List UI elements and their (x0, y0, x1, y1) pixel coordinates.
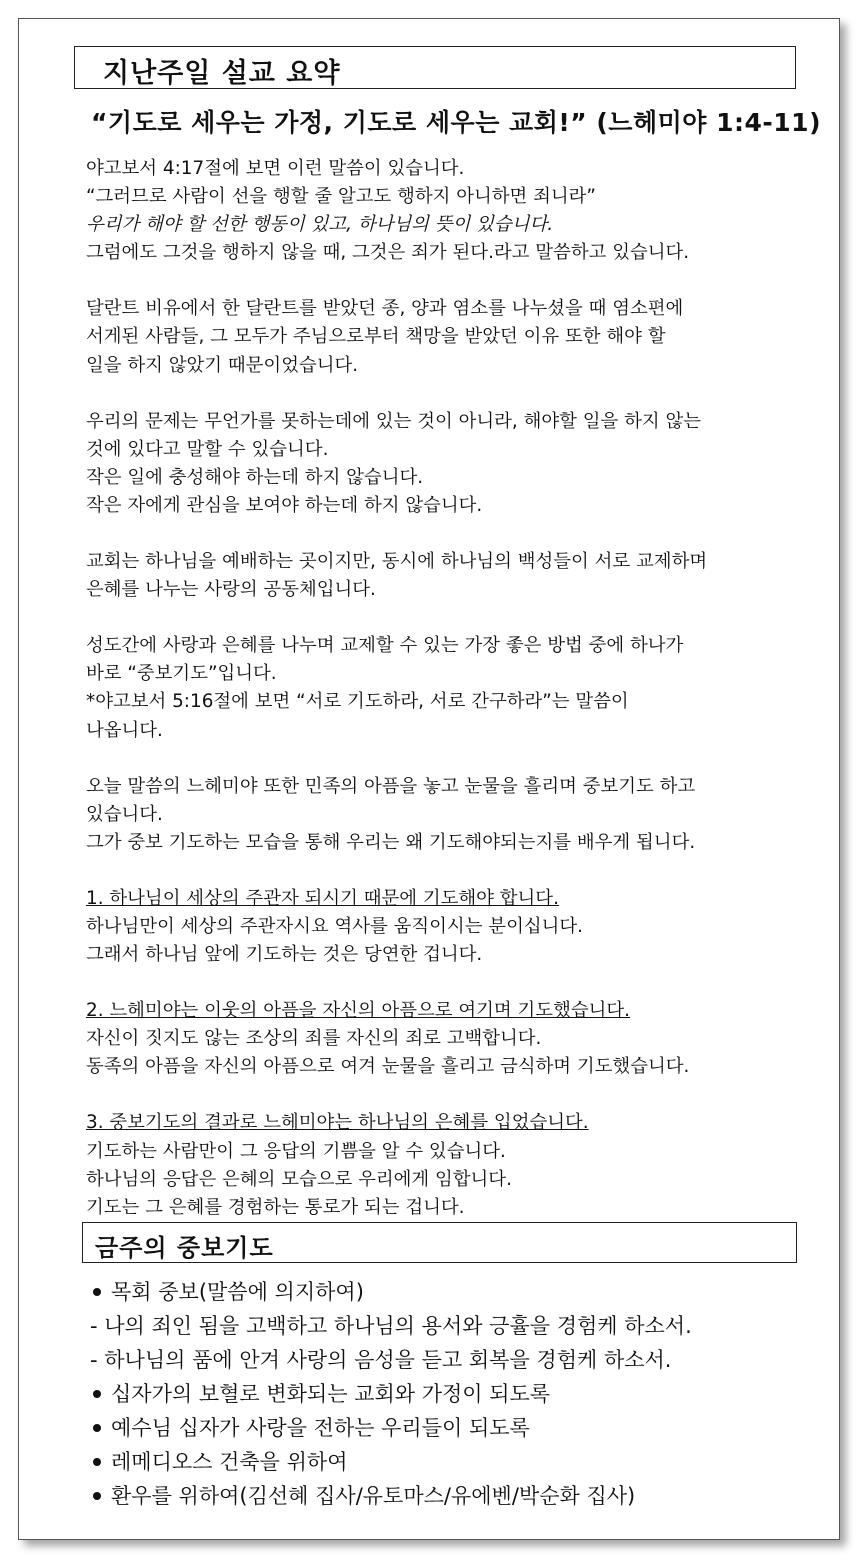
prayer-item (90, 1275, 692, 1309)
bulletin-page (18, 18, 840, 1540)
sermon-title: “기도로 세우는 가정, 기도로 세우는 교회!” (느헤미야 1:4-11) (91, 108, 821, 137)
paragraph-line: 있습니다. (86, 803, 163, 825)
bullet-icon (93, 1390, 101, 1398)
paragraph-line: 교회는 하나님을 예배하는 곳이지만, 동시에 하나님의 백성들이 서로 교제하며 (86, 551, 708, 573)
point-3-line: 기도하는 사람만이 그 응답의 기쁨을 알 수 있습니다. (86, 1140, 506, 1162)
emphasis-line: 우리가 해야 할 선한 행동이 있고, 하나님의 뜻이 있습니다. (86, 214, 554, 236)
prayer-item (90, 1479, 692, 1513)
paragraph-line: 작은 자에게 관심을 보여야 하는데 하지 않습니다. (86, 494, 483, 516)
prayer-subitem (90, 1343, 692, 1377)
point-2-line: 동족의 아픔을 자신의 아픔으로 여겨 눈물을 흘리고 금식하며 기도했습니다. (86, 1056, 690, 1078)
paragraph-line: 서게된 사람들, 그 모두가 주님으로부터 책망을 받았던 이유 또한 해야 할 (86, 326, 666, 348)
prayer-item-label: 예수님 십자가 사랑을 전하는 우리들이 되도록 (111, 1416, 530, 1440)
paragraph-line: 오늘 말씀의 느헤미야 또한 민족의 아픔을 놓고 눈물을 흘리며 중보기도 하고 (86, 775, 696, 797)
prayer-item-label: 목회 중보(말씀에 의지하여) (111, 1280, 364, 1304)
point-3-heading: 3. 중보기도의 결과로 느헤미야는 하나님의 은혜를 입었습니다. (86, 1112, 589, 1134)
paragraph-line: 그럼에도 그것을 행하지 않을 때, 그것은 죄가 된다.라고 말씀하고 있습니다. (86, 242, 690, 264)
prayer-item (90, 1445, 692, 1479)
point-1-line: 그래서 하나님 앞에 기도하는 것은 당연한 겁니다. (86, 944, 483, 966)
paragraph-line: 바로 “중보기도”입니다. (86, 663, 277, 685)
paragraph-line: 우리의 문제는 무언가를 못하는데에 있는 것이 아니라, 해야할 일을 하지 않는 (86, 410, 702, 432)
point-2-heading: 2. 느헤미야는 이웃의 아픔을 자신의 아픔으로 여기며 기도했습니다. (86, 1000, 630, 1022)
point-3-line: 하나님의 응답은 은혜의 모습으로 우리에게 임합니다. (86, 1168, 512, 1190)
paragraph-line: 나옵니다. (86, 719, 163, 741)
prayer-subitem-label: - 나의 죄인 됨을 고백하고 하나님의 용서와 긍휼을 경험케 하소서. (90, 1314, 692, 1338)
paragraph-line: 야고보서 4:17절에 보면 이런 말씀이 있습니다. (86, 158, 465, 179)
sermon-body (86, 155, 826, 1222)
point-1-line: 하나님만이 세상의 주관자시요 역사를 움직이시는 분이십니다. (86, 915, 583, 937)
paragraph-line: 그가 중보 기도하는 모습을 통해 우리는 왜 기도해야되는지를 배우게 됩니다. (86, 831, 696, 853)
bullet-icon (93, 1458, 101, 1466)
paragraph-line: 일을 하지 않았기 때문이었습니다. (86, 354, 359, 376)
bullet-icon (93, 1424, 101, 1432)
bullet-icon (93, 1288, 101, 1296)
prayer-item-label: 환우를 위하여(김선혜 집사/유토마스/유에벤/박순화 집사) (111, 1484, 636, 1508)
paragraph-line: *야고보서 5:16절에 보면 “서로 기도하라, 서로 간구하라”는 말씀이 (86, 691, 629, 713)
section-header-weekly-prayer: 금주의 중보기도 (82, 1222, 797, 1263)
paragraph-line: 작은 일에 충성해야 하는데 하지 않습니다. (86, 466, 424, 488)
prayer-item (90, 1411, 692, 1445)
section-header-sermon-summary: 지난주일 설교 요약 (74, 46, 796, 89)
prayer-item-label: 십자가의 보혈로 변화되는 교회와 가정이 되도록 (111, 1382, 551, 1406)
prayer-subitem-label: - 하나님의 품에 안겨 사랑의 음성을 듣고 회복을 경험케 하소서. (90, 1348, 672, 1372)
point-2-line: 자신이 짓지도 않는 조상의 죄를 자신의 죄로 고백합니다. (86, 1028, 542, 1050)
prayer-subitem (90, 1309, 692, 1343)
paragraph-line: 성도간에 사랑과 은혜를 나누며 교제할 수 있는 가장 좋은 방법 중에 하나가 (86, 635, 684, 657)
prayer-item (90, 1377, 692, 1411)
prayer-item-label: 레메디오스 건축을 위하여 (111, 1450, 348, 1474)
point-1-heading: 1. 하나님이 세상의 주관자 되시기 때문에 기도해야 합니다. (86, 887, 559, 909)
prayer-list (90, 1275, 692, 1513)
paragraph-line: 것에 있다고 말할 수 있습니다. (86, 438, 329, 460)
bullet-icon (93, 1492, 101, 1500)
paragraph-line: 달란트 비유에서 한 달란트를 받았던 종, 양과 염소를 나누셨을 때 염소편에 (86, 298, 684, 320)
scripture-quote: “그러므로 사람이 선을 행할 줄 알고도 행하지 아니하면 죄니라” (86, 186, 596, 208)
point-3-line: 기도는 그 은혜를 경험하는 통로가 되는 겁니다. (86, 1196, 465, 1218)
paragraph-line: 은혜를 나누는 사랑의 공동체입니다. (86, 579, 376, 601)
